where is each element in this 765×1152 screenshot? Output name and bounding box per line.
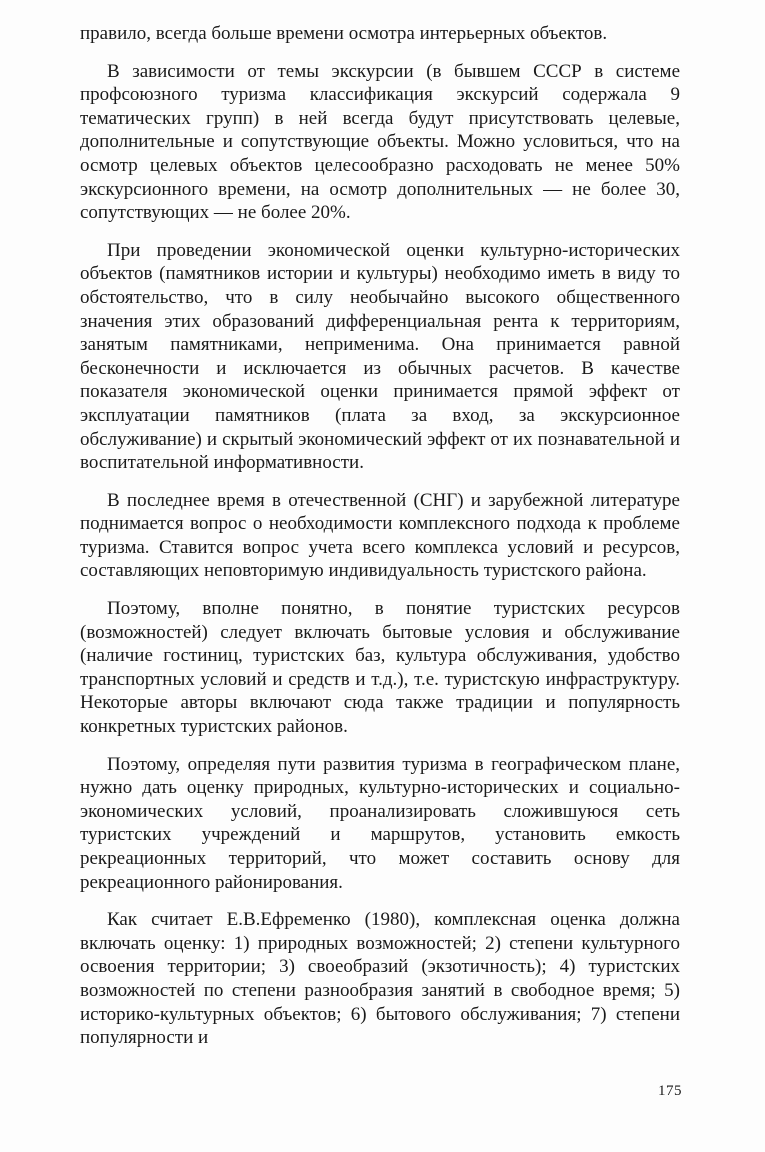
paragraph-excursion-classification: В зависимости от темы экскурсии (в бывшем СССР в системе профсоюзного туризма классификация экскурсий содержала 9 тематических групп) в ней всегда будут присутствовать целевые, дополнительные и сопутствующие объекты. Можно условиться, что на осмотр целевых объектов целесообразно расходовать не менее 50% экскурсионного времени, на осмотр дополнительных — не более 30, сопутствующих — не более 20%.: [80, 60, 680, 224]
paragraph-geographic-development: Поэтому, определяя пути развития туризма в географическом плане, нужно дать оценку природных, культурно-исторических и социально-экономических условий, проанализировать сложившуюся сеть туристских учреждений и маршрутов, установить емкость рекреационных территорий, что может составить основу для рекреационного районирования.: [80, 753, 680, 893]
paragraph-economic-evaluation: При проведении экономической оценки культурно-исторических объектов (памятников истории и культуры) необходимо иметь в виду то обстоятельство, что в силу необычайно высокого общественного значения этих образований дифференциальная рента к территориям, занятым памятниками, неприменима. Она принимается равной бесконечности и исключается из обычных расчетов. В качестве показателя экономической оценки принимается прямой эффект от эксплуатации памятников (плата за вход, за экскурсионное обслуживание) и скрытый экономический эффект от их познавательной и воспитательной информативности.: [80, 239, 680, 474]
paragraph-efremenko-assessment: Как считает Е.В.Ефременко (1980), комплексная оценка должна включать оценку: 1) природных возможностей; 2) степени культурного освоения территории; 3) своеобразий (экзотичность); 4) туристских возможностей по степени разнообразия занятий в свободное время; 5) историко-культурных объектов; 6) бытового обслуживания; 7) степени популярности и: [80, 909, 680, 1049]
body-text: [80, 22, 680, 1064]
paragraph-complex-approach: В последнее время в отечественной (СНГ) и зарубежной литературе поднимается вопрос о необходимости комплексного подхода к проблеме туризма. Ставится вопрос учета всего комплекса условий и ресурсов, составляющих неповторимую индивидуальность туристского района.: [80, 489, 680, 582]
paragraph-tourist-infrastructure: Поэтому, вполне понятно, в понятие туристских ресурсов (возможностей) следует включать бытовые условия и обслуживание (наличие гостиниц, туристских баз, культура обслуживания, удобство транспортных условий и средств и т.д.), т.е. туристскую инфраструктуру. Некоторые авторы включают сюда также традиции и популярность конкретных туристских районов.: [80, 598, 680, 738]
paragraph-continuation: правило, всегда больше времени осмотра интерьерных объектов.: [80, 23, 608, 44]
page-number: 175: [658, 1083, 682, 1099]
